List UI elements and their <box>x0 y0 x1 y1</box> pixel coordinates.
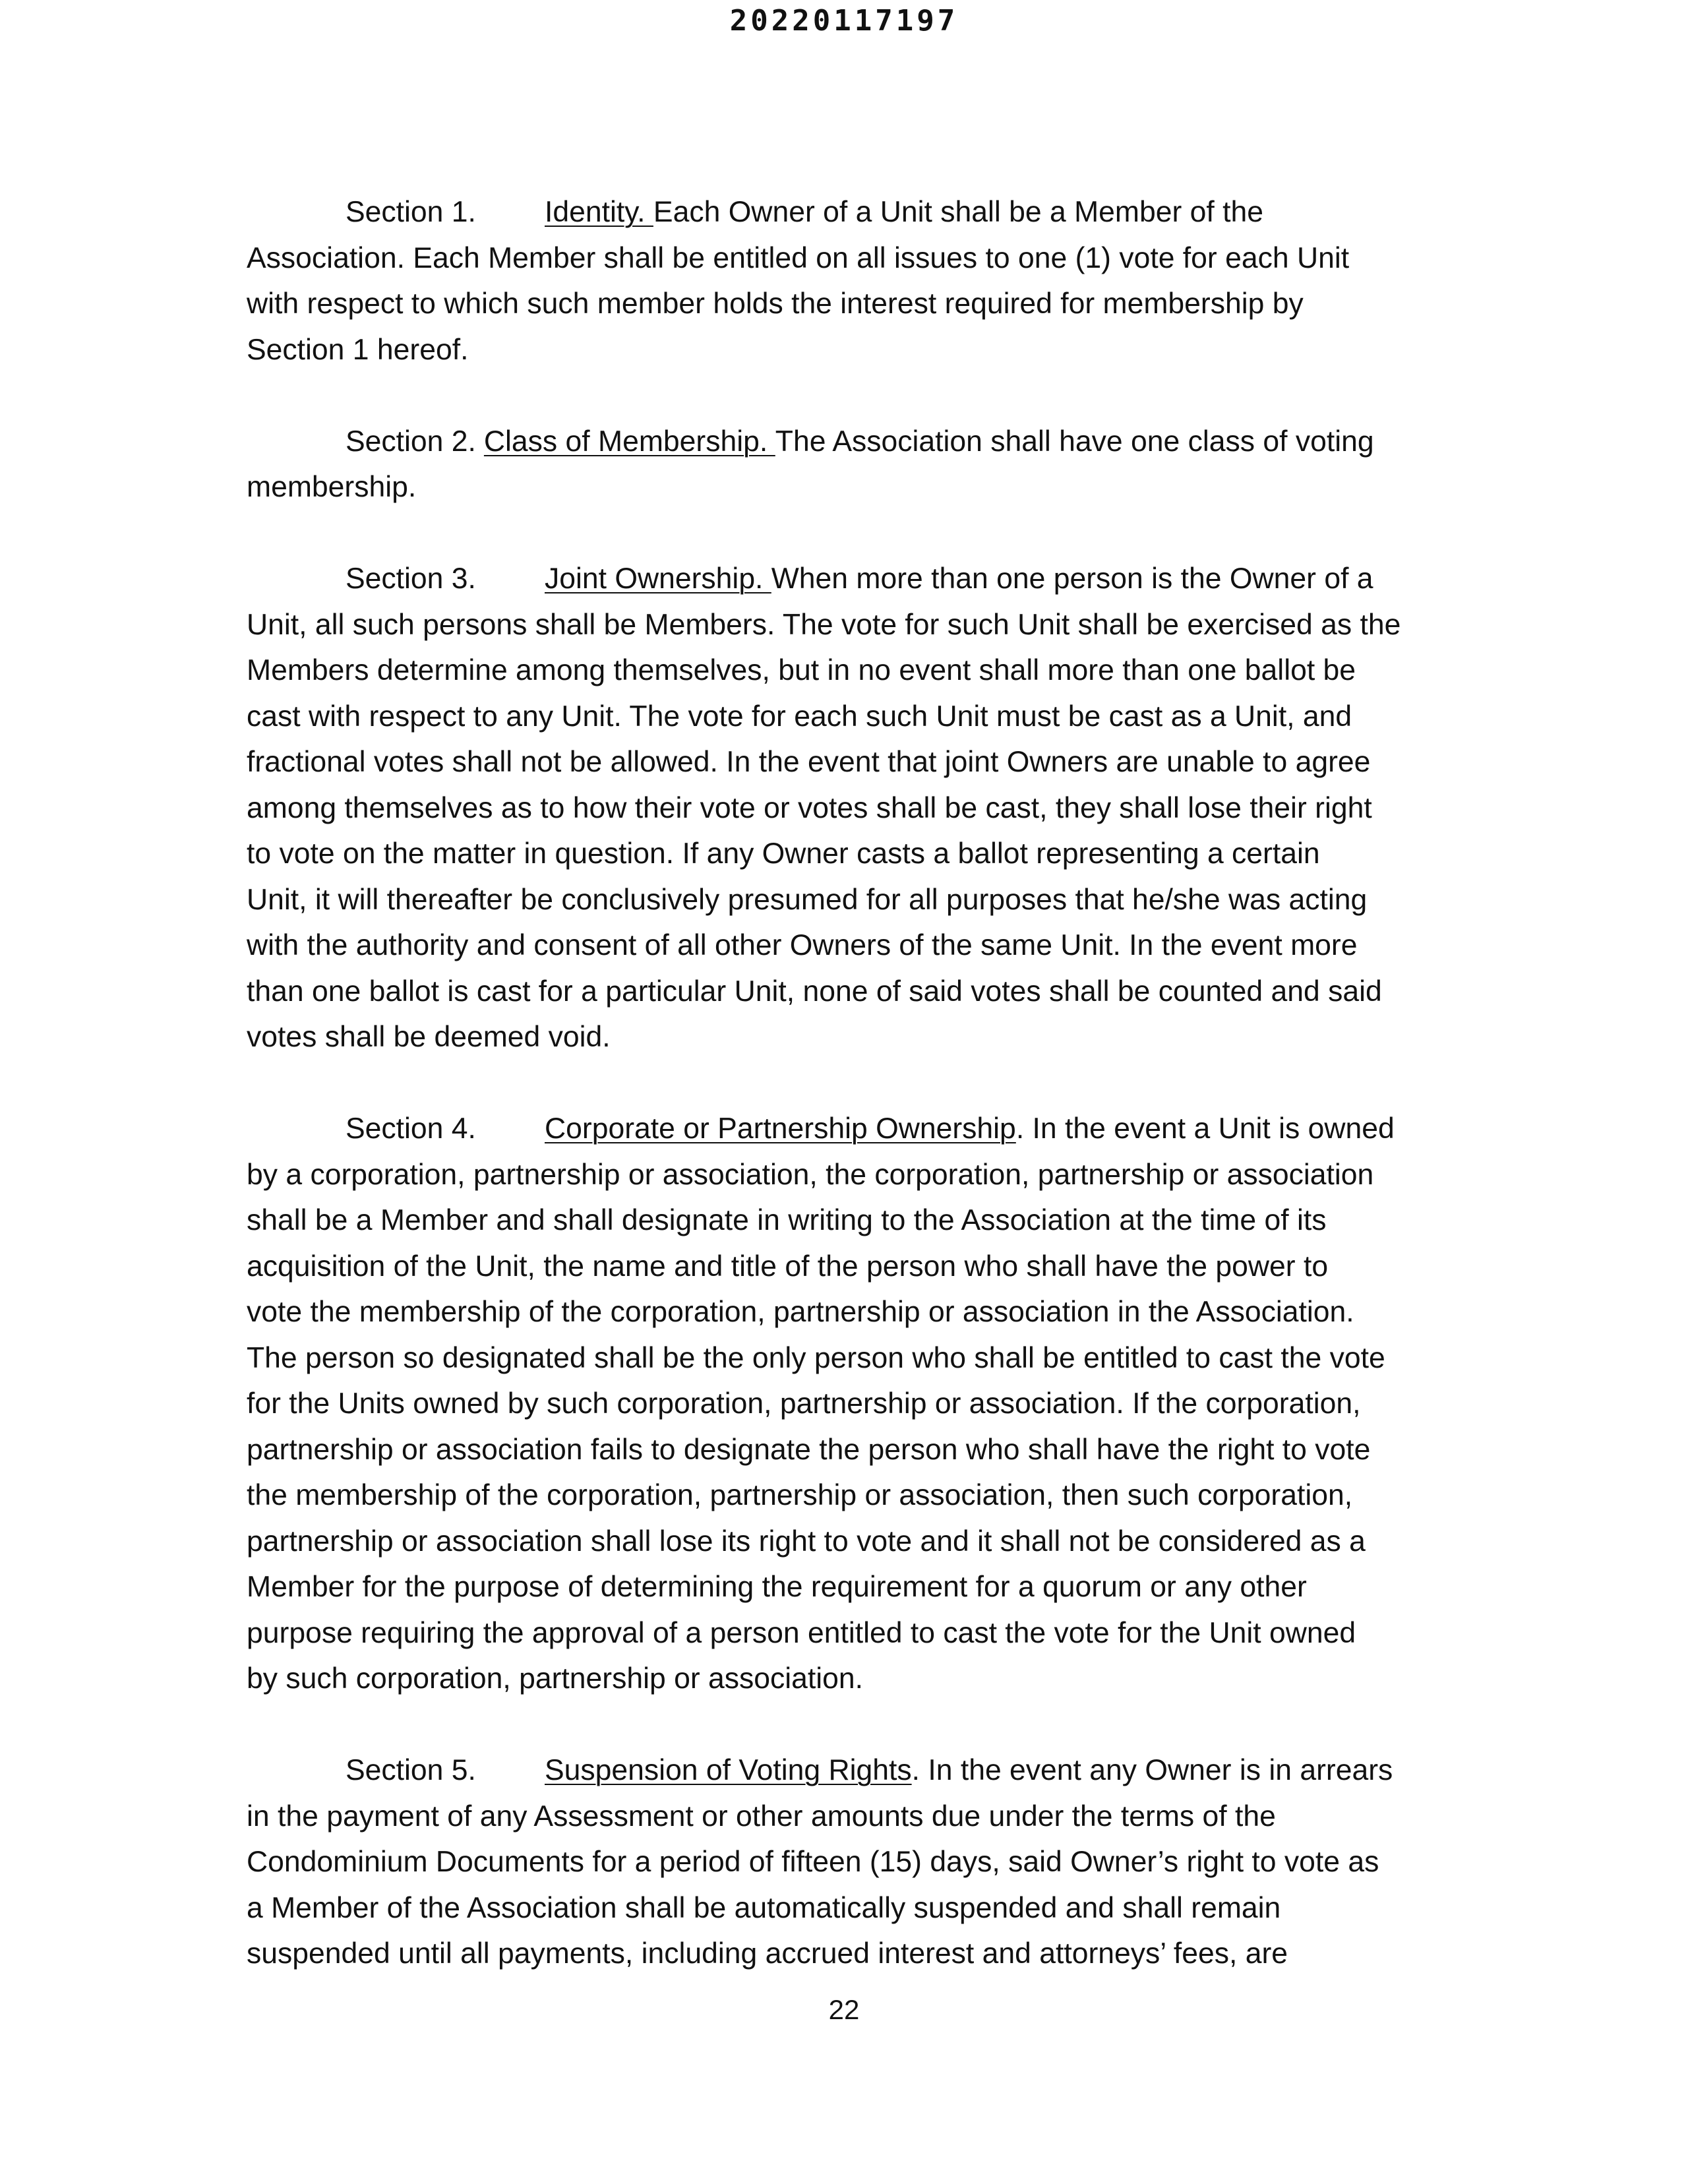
section-text-line: The person so designated shall be the only person who shall be entitled to cast the vote <box>247 1341 1385 1374</box>
section-text-line: cast with respect to any Unit. The vote for each such Unit must be cast as a Unit, and <box>247 700 1352 733</box>
document-number: 20220117197 <box>729 4 959 38</box>
section-text-line: Members determine among themselves, but in no event shall more than one ballot be <box>247 654 1356 686</box>
section-text-line: Unit, it will thereafter be conclusively presumed for all purposes that he/she was acting <box>247 883 1368 916</box>
section-text-line: to vote on the matter in question. If any Owner casts a ballot representing a certain <box>247 837 1320 870</box>
section-text-line: Condominium Documents for a period of fifteen (15) days, said Owner’s right to vote as <box>247 1846 1379 1878</box>
section-text-line: by a corporation, partnership or association, the corporation, partnership or association <box>247 1158 1374 1191</box>
section-heading: Joint Ownership. <box>545 562 771 595</box>
section-text-line: by such corporation, partnership or association. <box>247 1662 863 1695</box>
section-heading: Identity. <box>545 196 653 228</box>
section-text-line: the membership of the corporation, partnership or association, then such corporation, <box>247 1479 1353 1511</box>
section-text-line: among themselves as to how their vote or votes shall be cast, they shall lose their right <box>247 791 1372 824</box>
section-text: Each Owner of a Unit shall be a Member of the <box>653 196 1263 228</box>
section-text-line: partnership or association fails to designate the person who shall have the right to vote <box>247 1433 1371 1466</box>
section-text-line: than one ballot is cast for a particular Unit, none of said votes shall be counted and said <box>247 975 1382 1008</box>
page-number: 22 <box>828 1994 860 2025</box>
section-first-line <box>247 189 1440 235</box>
section-text-line: partnership or association shall lose its right to vote and it shall not be considered as a <box>247 1525 1366 1558</box>
section-text: The Association shall have one class of voting <box>775 425 1374 458</box>
section-text-line: shall be a Member and shall designate in writing to the Association at the time of its <box>247 1204 1327 1236</box>
section-text-line: vote the membership of the corporation, partnership or association in the Association. <box>247 1296 1354 1328</box>
section-label: Section 5. <box>346 1754 476 1786</box>
section-text-line: purpose requiring the approval of a person entitled to cast the vote for the Unit owned <box>247 1616 1356 1649</box>
section-text: . In the event a Unit is owned <box>1015 1112 1395 1145</box>
section-heading: Suspension of Voting Rights <box>545 1754 912 1786</box>
section-label: Section 4. <box>346 1112 476 1145</box>
section-text-line: Section 1 hereof. <box>247 333 469 366</box>
section-text-line: fractional votes shall not be allowed. In the event that joint Owners are unable to agree <box>247 746 1371 778</box>
section-text-line: for the Units owned by such corporation, partnership or association. If the corporation, <box>247 1387 1361 1420</box>
section-text-line: votes shall be deemed void. <box>247 1021 611 1053</box>
section-text-line: Member for the purpose of determining the requirement for a quorum or any other <box>247 1571 1307 1603</box>
section-text: When more than one person is the Owner of a <box>771 562 1373 595</box>
section-class-of-membership <box>247 419 1440 510</box>
section-text-line: suspended until all payments, including accrued interest and attorneys’ fees, are <box>247 1937 1288 1970</box>
section-text-line: a Member of the Association shall be automatically suspended and shall remain <box>247 1891 1281 1924</box>
section-heading: Class of Membership. <box>483 425 775 458</box>
section-heading: Corporate or Partnership Ownership <box>545 1112 1016 1145</box>
section-text-line: with respect to which such member holds the interest required for membership by <box>247 288 1304 320</box>
document-body <box>247 189 1440 2022</box>
section-first-line <box>247 1106 1440 1152</box>
section-text-line: with the authority and consent of all other Owners of the same Unit. In the event more <box>247 929 1358 961</box>
section-corporate-ownership <box>247 1106 1440 1702</box>
section-first-line <box>247 556 1440 602</box>
section-first-line <box>247 1747 1440 1794</box>
section-text-line: Association. Each Member shall be entitled on all issues to one (1) vote for each Unit <box>247 241 1350 274</box>
section-text-line: acquisition of the Unit, the name and title of the person who shall have the power to <box>247 1250 1329 1283</box>
section-label: Section 1. <box>346 196 476 228</box>
section-label: Section 3. <box>346 562 476 595</box>
section-joint-ownership <box>247 556 1440 1060</box>
section-text-line: in the payment of any Assessment or other amounts due under the terms of the <box>247 1800 1276 1833</box>
section-label: Section 2. <box>346 425 476 458</box>
section-text: . In the event any Owner is in arrears <box>911 1754 1393 1786</box>
section-suspension-voting-rights <box>247 1747 1440 1977</box>
section-identity <box>247 189 1440 373</box>
section-text-line: membership. <box>247 471 417 503</box>
section-first-line <box>247 419 1440 465</box>
section-text-line: Unit, all such persons shall be Members. The vote for such Unit shall be exercised as the <box>247 608 1401 641</box>
